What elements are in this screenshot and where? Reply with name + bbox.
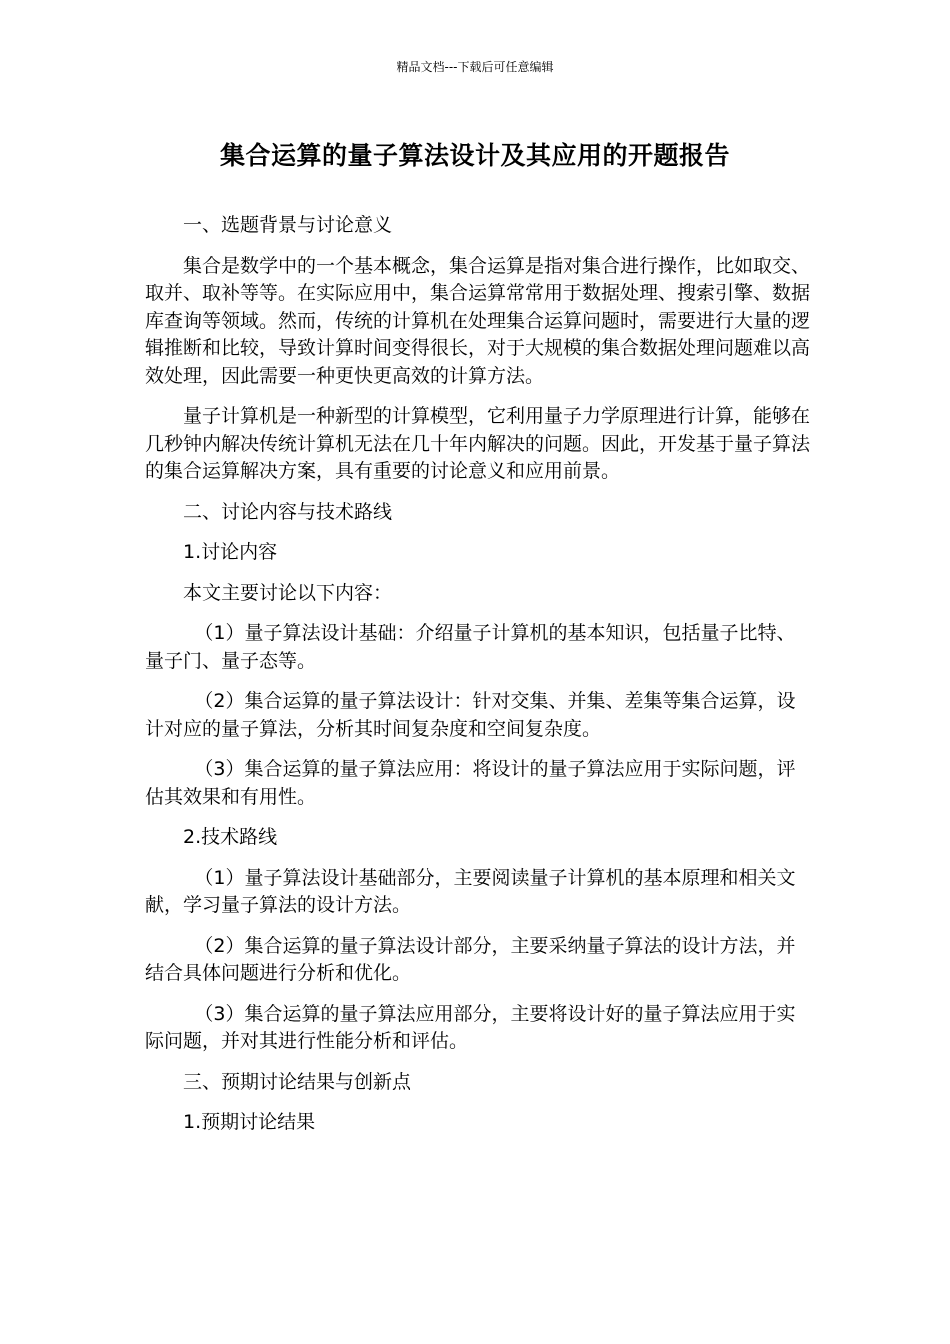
list-item: （3）集合运算的量子算法应用：将设计的量子算法应用于实际问题，评估其效果和有用性。: [145, 758, 796, 808]
paragraph: 量子计算机是一种新型的计算模型，它利用量子力学原理进行计算，能够在几秒钟内解决传统计算机无法在几十年内解决的问题。因此，开发基于量子算法的集合运算解决方案，具有重要的讨论意义和应用前景。: [145, 405, 811, 482]
list-item: （2）集合运算的量子算法设计：针对交集、并集、差集等集合运算，设计对应的量子算法，分析其时间复杂度和空间复杂度。: [145, 690, 796, 740]
document-body: [145, 212, 813, 1150]
section-heading-1: 一、选题背景与讨论意义: [183, 214, 393, 236]
subheading-content: 1.讨论内容: [183, 541, 278, 563]
paragraph: 集合是数学中的一个基本概念，集合运算是指对集合进行操作，比如取交、取并、取补等等。在实际应用中，集合运算常常用于数据处理、搜索引擎、数据库查询等领域。然而，传统的计算机在处理集合运算问题时，需要进行大量的逻辑推断和比较，导致计算时间变得很长，对于大规模的集合数据处理问题难以高效处理，因此需要一种更快更高效的计算方法。: [145, 254, 811, 387]
header-note: 精品文档---下载后可任意编辑: [396, 60, 554, 74]
subheading-results: 1.预期讨论结果: [183, 1111, 316, 1133]
subheading-route: 2.技术路线: [183, 826, 278, 848]
list-item: （2）集合运算的量子算法设计部分，主要采纳量子算法的设计方法，并结合具体问题进行分析和优化。: [145, 934, 796, 984]
paragraph: 本文主要讨论以下内容：: [183, 581, 393, 604]
list-item: （1）量子算法设计基础：介绍量子计算机的基本知识，包括量子比特、量子门、量子态等。: [145, 622, 796, 672]
section-heading-3: 三、预期讨论结果与创新点: [183, 1070, 412, 1093]
document-title: 集合运算的量子算法设计及其应用的开题报告: [219, 141, 730, 170]
section-heading-2: 二、讨论内容与技术路线: [183, 500, 393, 523]
list-item: （1）量子算法设计基础部分，主要阅读量子计算机的基本原理和相关文献，学习量子算法的设计方法。: [145, 866, 796, 916]
list-item: （3）集合运算的量子算法应用部分，主要将设计好的量子算法应用于实际问题，并对其进行性能分析和评估。: [145, 1002, 796, 1052]
